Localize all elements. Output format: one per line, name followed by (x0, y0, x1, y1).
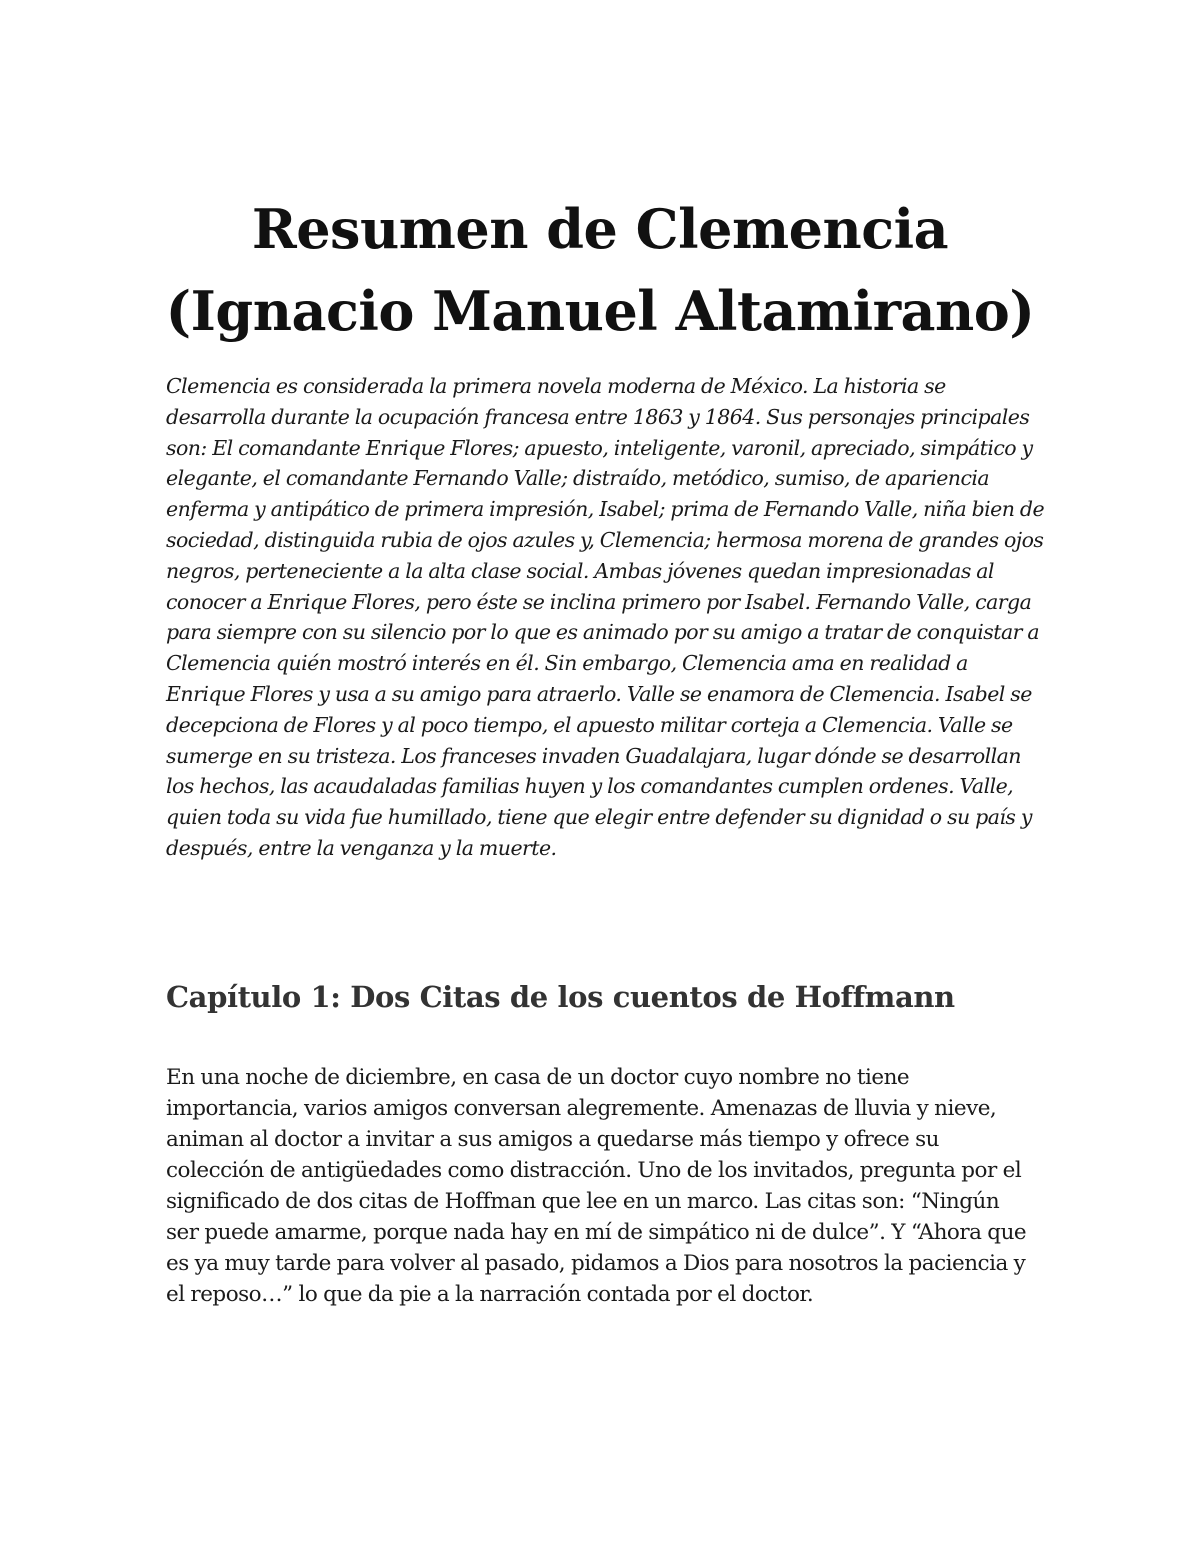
title-line-1: Resumen de Clemencia (251, 197, 949, 261)
chapter-1-paragraph: En una noche de diciembre, en casa de un doctor cuyo nombre no tiene importancia, varios amigos conversan alegremente. Amenazas de lluvia y nieve, animan al doctor a invitar a sus amigos a quedarse más tiempo y ofrece su colección de antigüedades como distracción. Uno de los invitados, pregunta por el significado de dos citas de Hoffman que lee en un marco. Las citas son: “Ningún ser puede amarme, porque nada hay en mí de simpático ni de dulce”. Y “Ahora que es ya muy tarde para volver al pasado, pidamos a Dios para nosotros la paciencia y el reposo…” lo que da pie a la narración contada por el doctor. (166, 1065, 1027, 1307)
intro-paragraph: Clemencia es considerada la primera novela moderna de México. La historia se desarrolla durante la ocupación francesa entre 1863 y 1864. Sus personajes principales son: El comandante Enrique Flores; apuesto, inteligente, varonil, apreciado, simpático y elegante, el comandante Fernando Valle; distraído, metódico, sumiso, de apariencia enferma y antipático de primera impresión, Isabel; prima de Fernando Valle, niña bien de sociedad, distinguida rubia de ojos azules y, Clemencia; hermosa morena de grandes ojos negros, perteneciente a la alta clase social. Ambas jóvenes quedan impresionadas al conocer a Enrique Flores, pero éste se inclina primero por Isabel. Fernando Valle, carga para siempre con su silencio por lo que es animado por su amigo a tratar de conquistar a Clemencia quién mostró interés en él. Sin embargo, Clemencia ama en realidad a Enrique Flores y usa a su amigo para atraerlo. Valle se enamora de Clemencia. Isabel se decepciona de Flores y al poco tiempo, el apuesto militar corteja a Clemencia. Valle se sumerge en su tristeza. Los franceses invaden Guadalajara, lugar dónde se desarrollan los hechos, las acaudaladas familias huyen y los comandantes cumplen ordenes. Valle, quien toda su vida fue humillado, tiene que elegir entre defender su dignidad o su país y después, entre la venganza y la muerte. (166, 374, 1045, 860)
title-line-2: (Ignacio Manuel Altamirano) (165, 279, 1035, 343)
document-title (100, 188, 1100, 352)
chapter-1-heading: Capítulo 1: Dos Citas de los cuentos de Hoffmann (166, 980, 955, 1014)
